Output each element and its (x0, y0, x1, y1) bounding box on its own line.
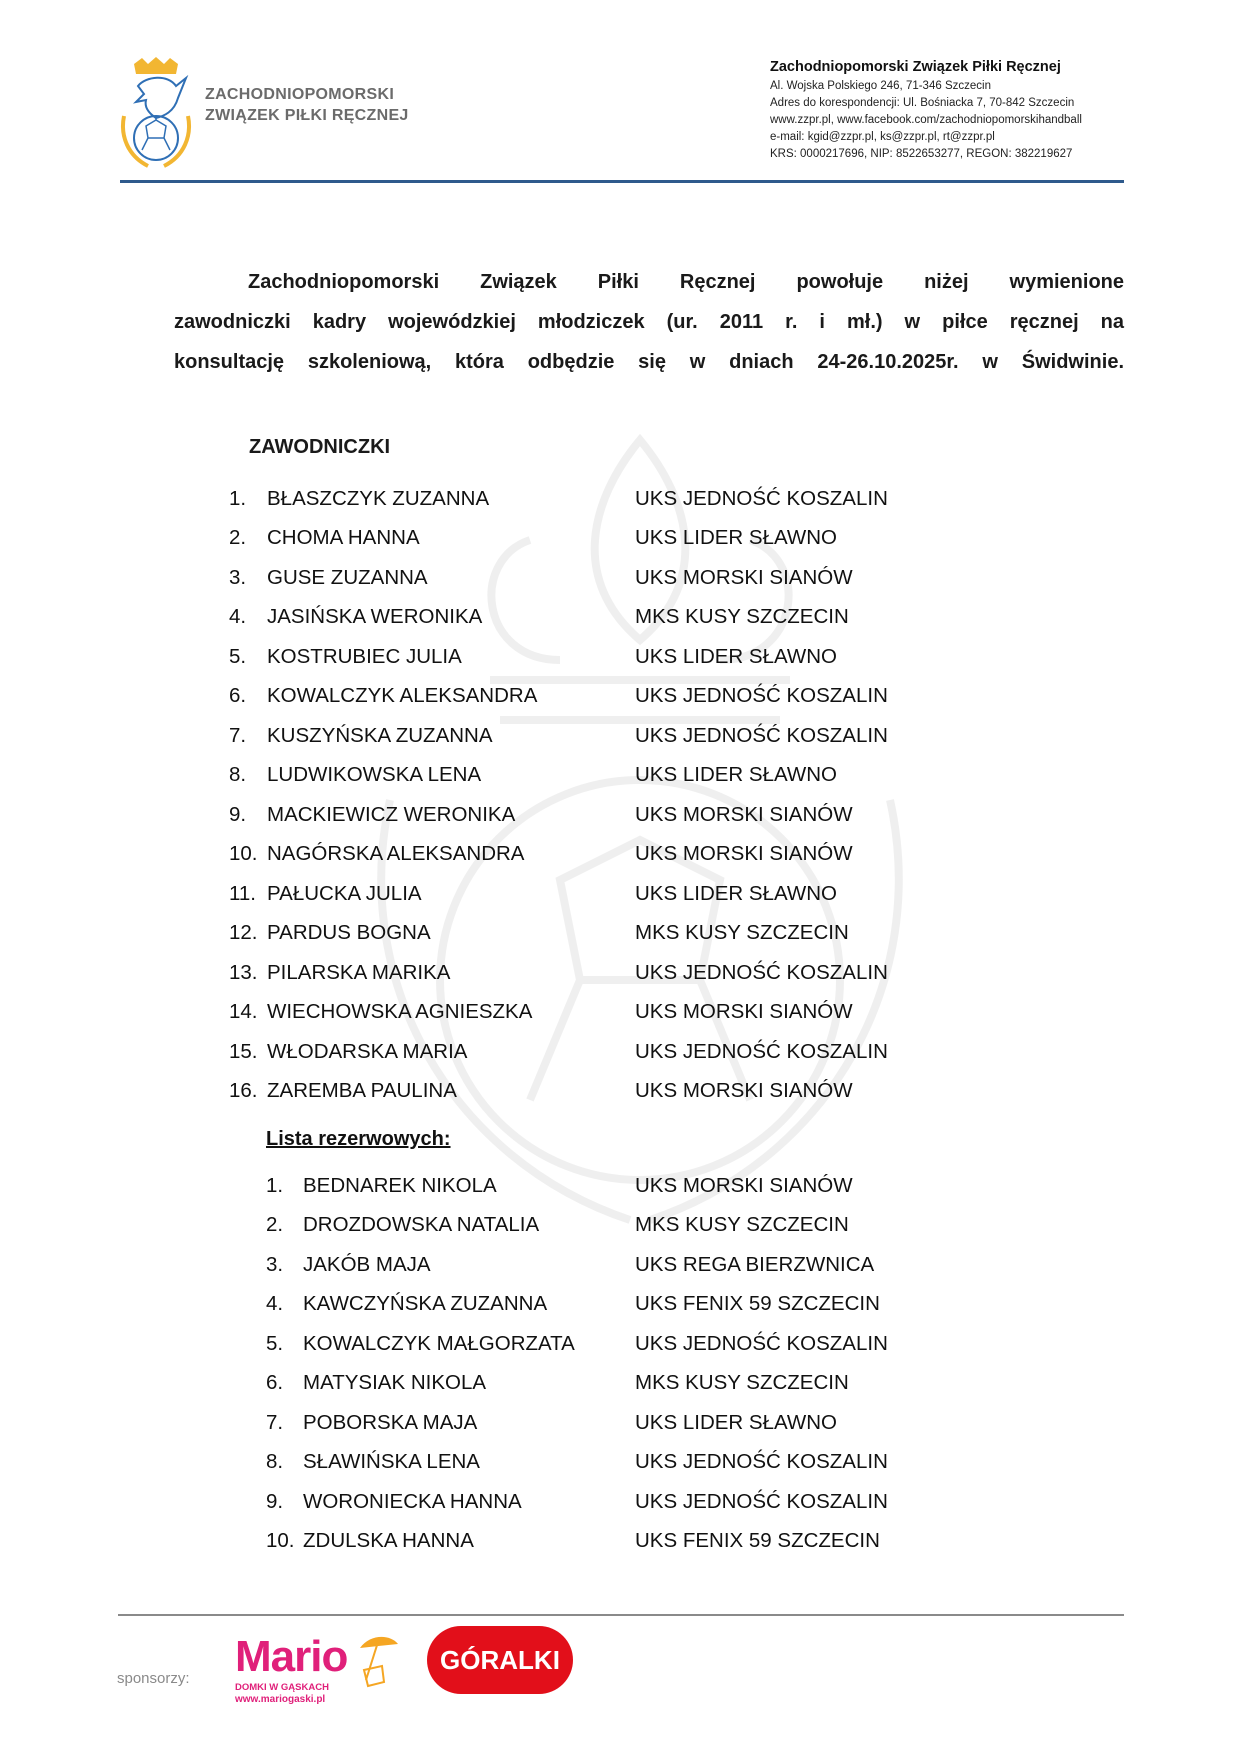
row-number: 12. (229, 921, 258, 945)
player-name: BEDNAREK NIKOLA (303, 1173, 497, 1197)
player-name: KOWALCZYK MAŁGORZATA (303, 1331, 575, 1355)
player-name: KAWCZYŃSKA ZUZANNA (303, 1292, 548, 1316)
club-name: UKS MORSKI SIANÓW (635, 1000, 853, 1024)
goralki-name: GÓRALKI (440, 1644, 560, 1675)
footer-divider (118, 1614, 1124, 1616)
logo-text-line1: ZACHODNIOPOMORSKI (205, 86, 395, 103)
player-name: PAŁUCKA JULIA (267, 881, 422, 905)
club-name: UKS MORSKI SIANÓW (635, 802, 853, 826)
player-name: CHOMA HANNA (267, 526, 420, 550)
row-number: 16. (229, 1079, 258, 1103)
reserve-row (266, 1482, 888, 1522)
mario-name: Mario (235, 1632, 348, 1681)
player-name: JASIŃSKA WERONIKA (267, 605, 483, 629)
club-name: UKS JEDNOŚĆ KOSZALIN (635, 723, 888, 747)
player-name: PARDUS BOGNA (267, 921, 431, 945)
player-row (229, 519, 838, 559)
contact-registry: KRS: 0000217696, NIP: 8522653277, REGON: 382219627 (770, 148, 1073, 160)
player-row (229, 953, 888, 993)
row-number: 10. (229, 842, 258, 866)
club-name: UKS LIDER SŁAWNO (635, 881, 838, 905)
player-name: LUDWIKOWSKA LENA (267, 763, 482, 787)
row-number: 2. (229, 526, 247, 550)
player-name: WORONIECKA HANNA (303, 1489, 522, 1513)
player-row (229, 835, 853, 875)
player-row (229, 756, 838, 796)
intro-line-3: konsultację szkoleniową, która odbędzie się w dniach 24-26.10.2025r. w Świdwinie. (174, 351, 1124, 373)
player-row (229, 479, 888, 519)
player-name: PILARSKA MARIKA (267, 960, 451, 984)
player-row (229, 795, 853, 835)
player-row (229, 716, 888, 756)
club-name: UKS LIDER SŁAWNO (635, 526, 838, 550)
player-row (229, 874, 838, 914)
player-name: KUSZYŃSKA ZUZANNA (267, 723, 493, 747)
reserve-row (266, 1364, 849, 1404)
player-name: MACKIEWICZ WERONIKA (267, 802, 516, 826)
row-number: 10. (266, 1529, 295, 1553)
beach-umbrella-icon (352, 1630, 402, 1690)
club-name: UKS FENIX 59 SZCZECIN (635, 1292, 880, 1316)
club-name: UKS MORSKI SIANÓW (635, 565, 853, 589)
row-number: 7. (229, 723, 247, 747)
reserve-row (266, 1522, 880, 1562)
row-number: 6. (229, 684, 247, 708)
row-number: 5. (229, 644, 247, 668)
club-name: UKS REGA BIERZWNICA (635, 1252, 875, 1276)
club-name: MKS KUSY SZCZECIN (635, 605, 849, 629)
contact-block (770, 58, 1130, 163)
player-name: NAGÓRSKA ALEKSANDRA (267, 842, 525, 866)
club-name: MKS KUSY SZCZECIN (635, 1371, 849, 1395)
mario-url[interactable]: www.mariogaski.pl (235, 1694, 326, 1705)
row-number: 8. (266, 1450, 284, 1474)
player-name: ZAREMBA PAULINA (267, 1079, 457, 1103)
club-name: UKS FENIX 59 SZCZECIN (635, 1529, 880, 1553)
contact-title: Zachodniopomorski Związek Piłki Ręcznej (770, 59, 1061, 75)
reserve-row (266, 1443, 888, 1483)
player-name: JAKÓB MAJA (303, 1252, 431, 1276)
sponsor-mario-logo (232, 1630, 402, 1710)
club-name: MKS KUSY SZCZECIN (635, 1213, 849, 1237)
griffin-crest-icon (116, 56, 196, 172)
reserve-row (266, 1403, 838, 1443)
row-number: 13. (229, 960, 258, 984)
club-name: UKS MORSKI SIANÓW (635, 842, 853, 866)
row-number: 11. (229, 881, 256, 905)
player-row (229, 677, 888, 717)
contact-address: Al. Wojska Polskiego 246, 71-346 Szczecin (770, 80, 991, 92)
player-name: KOWALCZYK ALEKSANDRA (267, 684, 538, 708)
player-name: POBORSKA MAJA (303, 1410, 478, 1434)
player-row (229, 914, 849, 954)
player-name: MATYSIAK NIKOLA (303, 1371, 487, 1395)
club-name: UKS JEDNOŚĆ KOSZALIN (635, 1039, 888, 1063)
player-name: DROZDOWSKA NATALIA (303, 1213, 540, 1237)
player-row (229, 1072, 853, 1112)
contact-correspondence: Adres do korespondencji: Ul. Bośniacka 7, 70-842 Szczecin (770, 97, 1075, 109)
contact-web[interactable]: www.zzpr.pl, www.facebook.com/zachodniopomorskihandball (770, 114, 1082, 126)
row-number: 3. (229, 565, 247, 589)
player-row (229, 993, 853, 1033)
reserves-heading: Lista rezerwowych: (266, 1128, 451, 1150)
club-name: UKS LIDER SŁAWNO (635, 1410, 838, 1434)
player-row (229, 637, 838, 677)
player-row (229, 598, 849, 638)
club-name: UKS MORSKI SIANÓW (635, 1173, 853, 1197)
players-list (229, 479, 888, 1111)
player-row (229, 558, 853, 598)
header-divider (120, 180, 1124, 183)
row-number: 1. (229, 486, 247, 510)
club-name: UKS JEDNOŚĆ KOSZALIN (635, 486, 888, 510)
sponsor-goralki-logo (427, 1626, 573, 1694)
player-name: ZDULSKA HANNA (303, 1529, 474, 1553)
intro-line-1: Zachodniopomorski Związek Piłki Ręcznej powołuje niżej wymienione (248, 271, 1124, 293)
club-name: MKS KUSY SZCZECIN (635, 921, 849, 945)
reserve-row (266, 1245, 875, 1285)
row-number: 6. (266, 1371, 284, 1395)
row-number: 4. (266, 1292, 284, 1316)
row-number: 14. (229, 1000, 258, 1024)
row-number: 15. (229, 1039, 258, 1063)
sponsors-label: sponsorzy: (117, 1670, 190, 1687)
row-number: 7. (266, 1410, 284, 1434)
club-name: UKS LIDER SŁAWNO (635, 763, 838, 787)
player-name: GUSE ZUZANNA (267, 565, 428, 589)
row-number: 4. (229, 605, 247, 629)
row-number: 9. (266, 1489, 284, 1513)
player-row (229, 1032, 888, 1072)
reserves-list (266, 1166, 888, 1561)
players-heading: ZAWODNICZKI (249, 436, 391, 458)
logo-wordmark (205, 84, 409, 126)
player-name: SŁAWIŃSKA LENA (303, 1450, 480, 1474)
row-number: 9. (229, 802, 247, 826)
player-name: WIECHOWSKA AGNIESZKA (267, 1000, 533, 1024)
club-name: UKS JEDNOŚĆ KOSZALIN (635, 1450, 888, 1474)
reserve-row (266, 1206, 849, 1246)
logo-text-line2: ZWIĄZEK PIŁKI RĘCZNEJ (205, 107, 409, 124)
row-number: 8. (229, 763, 247, 787)
club-name: UKS JEDNOŚĆ KOSZALIN (635, 1331, 888, 1355)
reserve-row (266, 1285, 880, 1325)
intro-paragraph (174, 262, 1124, 382)
club-name: UKS JEDNOŚĆ KOSZALIN (635, 684, 888, 708)
contact-email[interactable]: e-mail: kgid@zzpr.pl, ks@zzpr.pl, rt@zzpr.pl (770, 131, 995, 143)
row-number: 2. (266, 1213, 284, 1237)
row-number: 3. (266, 1252, 284, 1276)
row-number: 5. (266, 1331, 284, 1355)
intro-line-2: zawodniczki kadry wojewódzkiej młodziczek (ur. 2011 r. i mł.) w piłce ręcznej na (174, 311, 1124, 333)
club-name: UKS JEDNOŚĆ KOSZALIN (635, 960, 888, 984)
player-name: KOSTRUBIEC JULIA (267, 644, 462, 668)
club-name: UKS MORSKI SIANÓW (635, 1079, 853, 1103)
reserve-row (266, 1324, 888, 1364)
zzpr-logo (116, 56, 196, 172)
mario-subtitle: DOMKI W GĄSKACH (235, 1682, 329, 1693)
player-name: BŁASZCZYK ZUZANNA (267, 486, 490, 510)
club-name: UKS JEDNOŚĆ KOSZALIN (635, 1489, 888, 1513)
player-name: WŁODARSKA MARIA (267, 1039, 468, 1063)
reserve-row (266, 1166, 853, 1206)
row-number: 1. (266, 1173, 284, 1197)
club-name: UKS LIDER SŁAWNO (635, 644, 838, 668)
